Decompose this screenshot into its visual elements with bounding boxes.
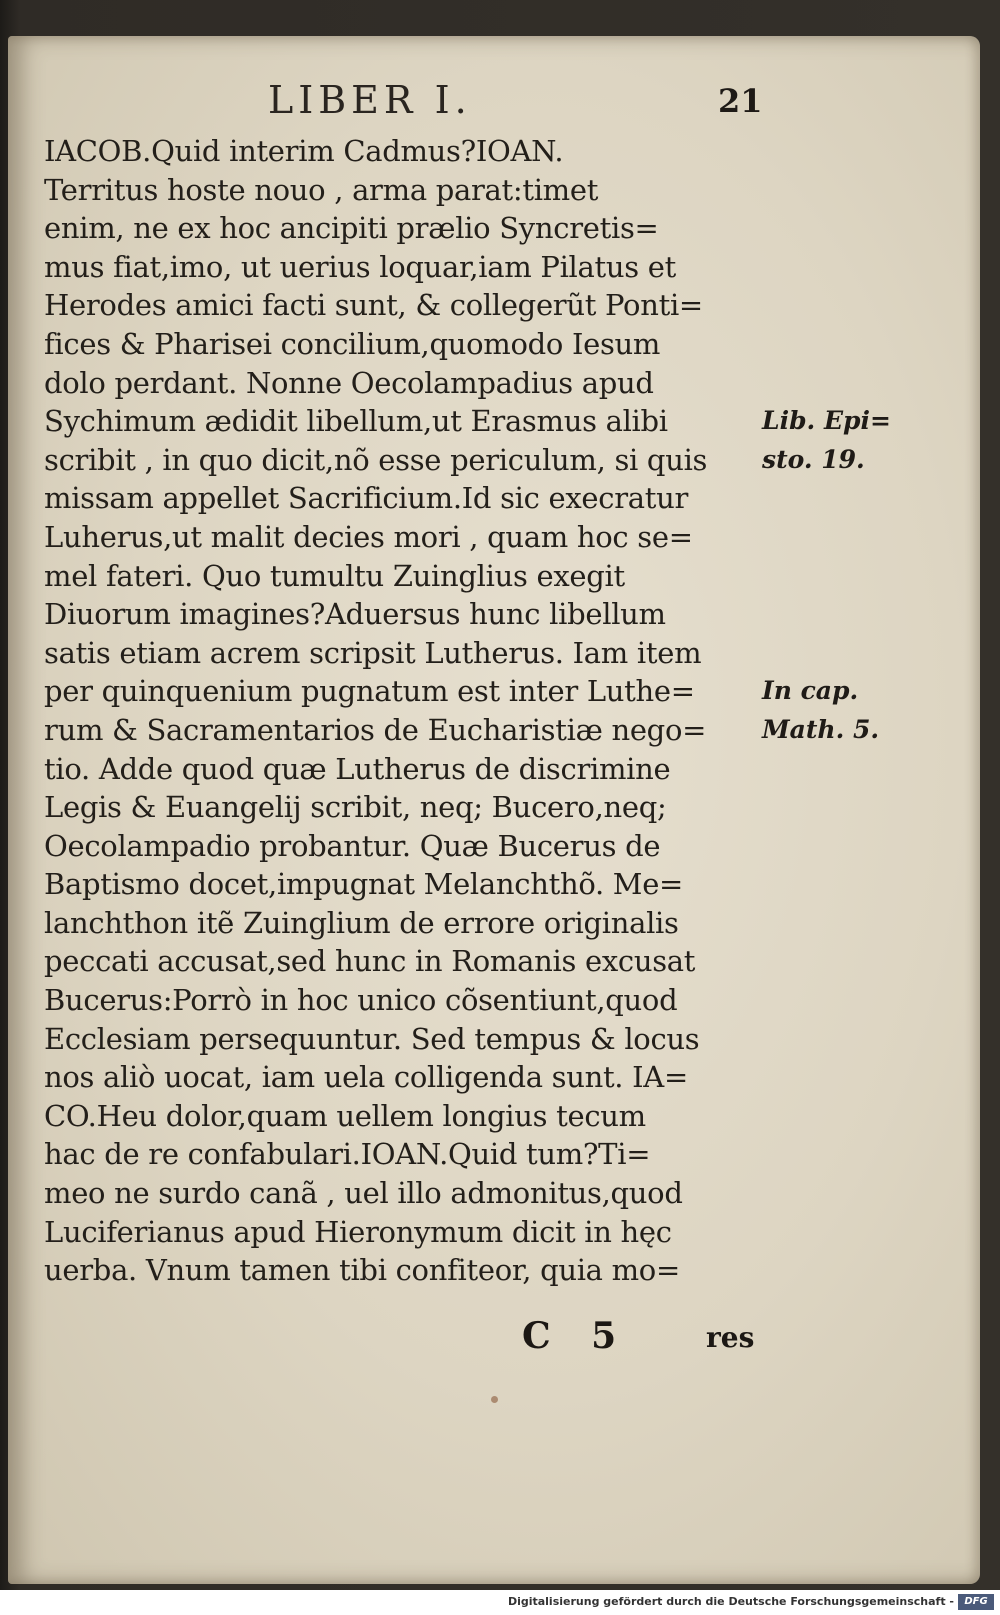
text-line: peccati accusat,sed hunc in Romanis excusat (44, 944, 696, 979)
text-line: Herodes amici facti sunt, & collegerũt Ponti= (44, 288, 703, 323)
marginal-note-line: In cap. (762, 676, 859, 705)
text-line: rum & Sacramentarios de Eucharistiæ nego= (44, 712, 707, 747)
signature-mark: C 5 (522, 1315, 631, 1357)
text-line: Territus hoste nouo , arma parat:timet (44, 172, 599, 207)
text-line: fices & Pharisei concilium,quomodo Iesum (44, 326, 661, 361)
text-line: hac de re confabulari.IOAN.Quid tum?Ti= (44, 1137, 651, 1172)
text-line: Ecclesiam persequuntur. Sed tempus & locus (44, 1021, 700, 1056)
text-line: lanchthon itẽ Zuinglium de errore originalis (44, 905, 679, 940)
running-head: LIBER I. (268, 78, 472, 122)
text-line: per quinquenium pugnatum est inter Luthe= (44, 674, 695, 709)
marginal-note-matthew (762, 672, 882, 749)
text-line: Luherus,ut malit decies mori , quam hoc se= (44, 519, 693, 554)
text-line: Baptismo docet,impugnat Melanchthõ. Me= (44, 867, 684, 902)
catchword: res (706, 1321, 755, 1354)
paper-stain (491, 1396, 498, 1403)
text-line: nos aliò uocat, iam uela colligenda sunt. IA= (44, 1060, 688, 1095)
text-line: Sychimum ædidit libellum,ut Erasmus alibi (44, 404, 668, 439)
direction-line (0, 1315, 1000, 1363)
digitization-footer (0, 1590, 1000, 1615)
text-line: missam appellet Sacrificium.Id sic execratur (44, 481, 689, 516)
text-line: mel fateri. Quo tumultu Zuinglius exegit (44, 558, 625, 593)
text-line: scribit , in quo dicit,nõ esse periculum, si quis (44, 442, 708, 477)
text-line: uerba. Vnum tamen tibi confiteor, quia mo= (44, 1253, 680, 1288)
text-line: Oecolampadio probantur. Quæ Bucerus de (44, 828, 661, 863)
funding-credit: Digitalisierung gefördert durch die Deutsche Forschungsgemeinschaft - (507, 1595, 954, 1608)
body-text (44, 132, 764, 1290)
text-line: IACOB.Quid interim Cadmus?IOAN. (44, 134, 564, 168)
text-line: dolo perdant. Nonne Oecolampadius apud (44, 365, 654, 400)
dfg-logo: DFG (958, 1594, 994, 1610)
text-line: Diuorum imagines?Aduersus hunc libellum (44, 597, 666, 632)
text-line: mus fiat,imo, ut uerius loquar,iam Pilatus et (44, 249, 676, 284)
marginal-note-line: sto. 19. (762, 444, 865, 474)
text-line: tio. Adde quod quæ Lutherus de discrimine (44, 751, 671, 786)
text-line: enim, ne ex hoc ancipiti prælio Syncretis= (44, 211, 659, 246)
page-header (0, 78, 1000, 128)
marginal-note-epistola (762, 402, 891, 479)
page-number: 21 (718, 82, 763, 120)
marginal-note-line: Math. 5. (762, 714, 880, 744)
text-line: Bucerus:Porrò in hoc unico cõsentiunt,quod (44, 983, 678, 1018)
text-line: satis etiam acrem scripsit Lutherus. Iam item (44, 635, 702, 670)
text-line: meo ne surdo canã , uel illo admonitus,quod (44, 1176, 683, 1211)
text-line: CO.Heu dolor,quam uellem longius tecum (44, 1098, 646, 1133)
text-line: Luciferianus apud Hieronymum dicit in hęc (44, 1214, 672, 1249)
marginal-note-line: Lib. Epi= (762, 406, 891, 435)
text-line: Legis & Euangelij scribit, neq; Bucero,neq; (44, 790, 667, 825)
